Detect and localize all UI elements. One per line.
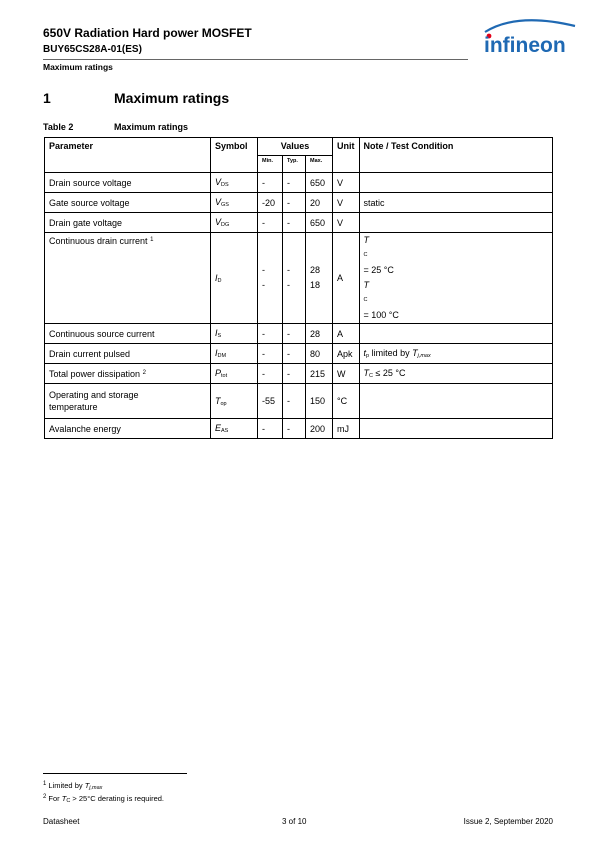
cell-unit: A xyxy=(333,233,360,324)
cell-note xyxy=(359,213,553,233)
cell-max: 28 xyxy=(306,324,333,344)
cell-min: - xyxy=(258,419,283,439)
section-title: Maximum ratings xyxy=(114,90,230,106)
cell-min: - xyxy=(258,324,283,344)
table-number: Table 2 xyxy=(43,122,74,132)
footer-page-number: 3 of 10 xyxy=(282,817,307,826)
cell-max: 80 xyxy=(306,344,333,364)
cell-note: TC ≤ 25 °C xyxy=(359,364,553,384)
cell-parameter: Operating and storage temperature xyxy=(45,384,211,419)
footnote-divider xyxy=(43,773,187,774)
cell-parameter: Gate source voltage xyxy=(45,193,211,213)
footnote-2: $^2$ For TC > 25°C derating is required. xyxy=(43,794,165,804)
header-values: Values xyxy=(258,138,333,156)
cell-symbol: EAS xyxy=(211,419,258,439)
cell-unit: A xyxy=(333,324,360,344)
cell-min: -20 xyxy=(258,193,283,213)
cell-min: - xyxy=(258,173,283,193)
cell-unit: °C xyxy=(333,384,360,419)
running-section-title: Maximum ratings xyxy=(43,62,113,72)
header-parameter: Parameter xyxy=(45,138,211,173)
cell-parameter: Continuous source current xyxy=(45,324,211,344)
cell-note xyxy=(359,324,553,344)
cell-typ: - xyxy=(283,324,306,344)
header-typ: Typ. xyxy=(283,156,306,173)
cell-typ: - xyxy=(283,384,306,419)
cell-min: -55 xyxy=(258,384,283,419)
table-row xyxy=(45,384,553,419)
cell-note: T C = 25 °C T C = 100 °C xyxy=(359,233,553,324)
section-number: 1 xyxy=(43,90,51,106)
header-min: Min. xyxy=(258,156,283,173)
cell-min: - xyxy=(258,213,283,233)
cell-unit: V xyxy=(333,193,360,213)
table-row xyxy=(45,173,553,193)
table-row xyxy=(45,233,553,324)
document-title: 650V Radiation Hard power MOSFET xyxy=(43,26,252,40)
cell-max: 215 xyxy=(306,364,333,384)
footnote-ref: 2 xyxy=(142,369,146,376)
footnote-1: $^1$ Limited by Tj,max xyxy=(43,781,103,791)
cell-symbol: Ptot xyxy=(211,364,258,384)
cell-max: 20 xyxy=(306,193,333,213)
cell-parameter: Avalanche energy xyxy=(45,419,211,439)
cell-max: 650 xyxy=(306,213,333,233)
maximum-ratings-table xyxy=(44,137,553,439)
cell-unit: Apk xyxy=(333,344,360,364)
cell-symbol: VDS xyxy=(211,173,258,193)
cell-parameter: Drain source voltage xyxy=(45,173,211,193)
table-caption: Maximum ratings xyxy=(114,122,189,132)
table-row xyxy=(45,324,553,344)
cell-unit: mJ xyxy=(333,419,360,439)
cell-parameter: Drain gate voltage xyxy=(45,213,211,233)
header-divider xyxy=(43,59,468,60)
table-row xyxy=(45,193,553,213)
logo-swoosh xyxy=(485,20,575,32)
footnote-ref: 1 xyxy=(150,237,154,243)
cell-parameter: Drain current pulsed xyxy=(45,344,211,364)
cell-symbol: Top xyxy=(211,384,258,419)
table-row xyxy=(45,213,553,233)
cell-max: 200 xyxy=(306,419,333,439)
cell-typ: - xyxy=(283,364,306,384)
cell-symbol: IDM xyxy=(211,344,258,364)
header-symbol: Symbol xyxy=(211,138,258,173)
cell-parameter: Total power dissipation $^2$ xyxy=(45,364,211,384)
cell-note xyxy=(359,173,553,193)
cell-unit: V xyxy=(333,173,360,193)
header-unit: Unit xyxy=(333,138,360,173)
cell-parameter: Continuous drain current $^1$ xyxy=(45,233,211,324)
cell-typ: - - xyxy=(283,233,306,324)
header-note: Note / Test Condition xyxy=(359,138,553,173)
cell-typ: - xyxy=(283,419,306,439)
cell-symbol: IS xyxy=(211,324,258,344)
cell-typ: - xyxy=(283,193,306,213)
part-number: BUY65CS28A-01(ES) xyxy=(43,44,142,55)
logo-wordmark: infineon xyxy=(484,34,566,57)
infineon-logo xyxy=(477,18,582,62)
cell-typ: - xyxy=(283,213,306,233)
table-row xyxy=(45,419,553,439)
cell-note xyxy=(359,384,553,419)
cell-unit: V xyxy=(333,213,360,233)
footer-issue: Issue 2, September 2020 xyxy=(463,817,553,826)
cell-unit: W xyxy=(333,364,360,384)
cell-typ: - xyxy=(283,344,306,364)
cell-symbol: VDG xyxy=(211,213,258,233)
cell-note: tp limited by Tj,max xyxy=(359,344,553,364)
cell-symbol: ID xyxy=(211,233,258,324)
cell-max: 650 xyxy=(306,173,333,193)
cell-note xyxy=(359,419,553,439)
cell-typ: - xyxy=(283,173,306,193)
cell-min: - - xyxy=(258,233,283,324)
cell-max: 28 18 xyxy=(306,233,333,324)
table-row xyxy=(45,344,553,364)
cell-max: 150 xyxy=(306,384,333,419)
cell-note: static xyxy=(359,193,553,213)
header-max: Max. xyxy=(306,156,333,173)
table-row xyxy=(45,364,553,384)
footer-doc-type: Datasheet xyxy=(43,817,80,826)
cell-min: - xyxy=(258,364,283,384)
cell-min: - xyxy=(258,344,283,364)
cell-symbol: VGS xyxy=(211,193,258,213)
